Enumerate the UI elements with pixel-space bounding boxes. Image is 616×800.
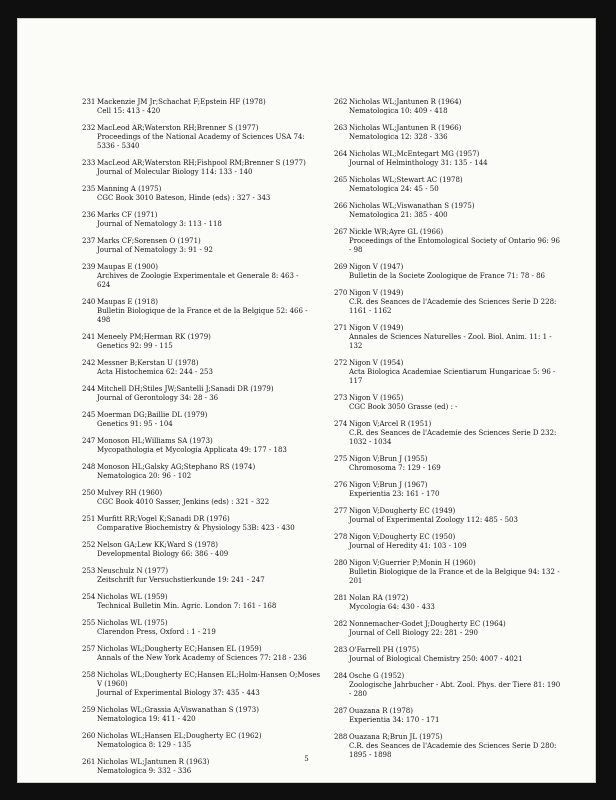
reference-line: Murfitt RR;Vogel K;Sanadi DR (1976): [97, 515, 230, 523]
reference-entry: [82, 567, 326, 585]
reference-number: 253: [82, 567, 96, 575]
reference-line: Manning A (1975): [97, 185, 162, 193]
reference-text: [349, 594, 578, 612]
reference-text: [349, 707, 578, 725]
reference-line: Nematologica 20: 96 - 102: [97, 472, 192, 480]
reference-text: [349, 394, 578, 412]
reference-number: 266: [334, 202, 348, 210]
reference-number: 248: [82, 463, 96, 471]
reference-line: Nicholas WL;Dougherty EC;Hansen EL;Holm-Hansen O;Moses: [97, 671, 321, 679]
reference-text: [349, 620, 578, 638]
reference-text: [97, 411, 326, 429]
reference-line: Nicholas WL;Dougherty EC;Hansen EL (1959): [97, 645, 262, 653]
reference-entry: [82, 98, 326, 116]
reference-number: 244: [82, 385, 96, 393]
reference-line: Bulletin de la Societe Zoologique de France 71: 78 - 86: [349, 272, 545, 280]
reference-entry: [334, 594, 578, 612]
reference-line: Maupas E (1900): [97, 263, 158, 271]
reference-number: 261: [82, 758, 96, 766]
reference-line: Experientia 23: 161 - 170: [349, 490, 440, 498]
reference-text: [349, 672, 578, 699]
reference-line: Nematologica 21: 385 - 400: [349, 211, 448, 219]
reference-text: [349, 263, 578, 281]
reference-number: 257: [82, 645, 96, 653]
reference-text: [349, 176, 578, 194]
reference-line: Proceedings of the Entomological Society of Ontario 96: 96: [349, 237, 560, 245]
reference-entry: [82, 411, 326, 429]
reference-line: MacLeod AR;Waterston RH;Brenner S (1977): [97, 124, 259, 132]
reference-line: 1032 - 1034: [349, 438, 392, 446]
reference-line: Nematologica 9: 332 - 336: [97, 767, 192, 775]
reference-line: Annales de Sciences Naturelles - Zool. Biol. Anim. 11: 1 -: [349, 333, 552, 341]
reference-line: Nigon V;Brun J (1967): [349, 481, 428, 489]
reference-number: 235: [82, 185, 96, 193]
reference-number: 250: [82, 489, 96, 497]
reference-entry: [82, 437, 326, 455]
reference-text: [97, 263, 326, 290]
reference-line: Nicholas WL;Stewart AC (1978): [349, 176, 463, 184]
reference-line: Mackenzie JM Jr;Schachat F;Epstein HF (1978): [97, 98, 266, 106]
reference-line: Nigon V;Guerrier P;Monin H (1960): [349, 559, 476, 567]
reference-line: Zoologische Jahrbucher - Abt. Zool. Phys. der Tiere 81: 190: [349, 681, 561, 689]
reference-number: 284: [334, 672, 348, 680]
reference-line: Marks CF (1971): [97, 211, 158, 219]
reference-text: [97, 359, 326, 377]
reference-line: 132: [349, 342, 363, 350]
reference-line: Nicholas WL;Jantunen R (1964): [349, 98, 462, 106]
reference-line: Nematologica 19: 411 - 420: [97, 715, 196, 723]
reference-line: Osche G (1952): [349, 672, 405, 680]
reference-line: Zeitschrift fur Versuchstierkunde 19: 241 - 247: [97, 576, 265, 584]
reference-number: 270: [334, 289, 348, 297]
reference-line: Nicholas WL;Hansen EL;Dougherty EC (1962): [97, 732, 262, 740]
reference-text: [97, 159, 326, 177]
reference-number: 242: [82, 359, 96, 367]
reference-line: 1161 - 1162: [349, 307, 392, 315]
reference-entry: [334, 559, 578, 586]
reference-line: 5336 - 5340: [97, 142, 140, 150]
reference-number: 237: [82, 237, 96, 245]
reference-line: Nicholas WL (1975): [97, 619, 168, 627]
reference-number: 255: [82, 619, 96, 627]
reference-line: 498: [97, 316, 111, 324]
page-number: 5: [304, 755, 309, 763]
reference-entry: [82, 515, 326, 533]
reference-line: Nicholas WL (1959): [97, 593, 168, 601]
reference-entry: [334, 507, 578, 525]
reference-line: Monoson HL;Williams SA (1973): [97, 437, 213, 445]
reference-number: 274: [334, 420, 348, 428]
reference-line: Journal of Experimental Zoology 112: 485 - 503: [349, 516, 518, 524]
reference-line: Nigon V (1954): [349, 359, 404, 367]
reference-entry: [82, 463, 326, 481]
reference-entry: [334, 646, 578, 664]
reference-line: MacLeod AR;Waterston RH;Fishpool RM;Brenner S (1977): [97, 159, 306, 167]
reference-line: Nigon V;Brun J (1955): [349, 455, 428, 463]
reference-entry: [82, 263, 326, 290]
reference-line: Genetics 91: 95 - 104: [97, 420, 173, 428]
reference-line: 117: [349, 377, 363, 385]
reference-line: Nematologica 10: 409 - 418: [349, 107, 448, 115]
reference-line: Annals of the New York Academy of Sciences 77: 218 - 236: [97, 654, 307, 662]
reference-line: Archives de Zoologie Experimentale et Generale 8: 463 -: [97, 272, 299, 280]
reference-line: Developmental Biology 66: 386 - 409: [97, 550, 229, 558]
reference-text: [349, 507, 578, 525]
reference-text: [349, 559, 578, 586]
reference-line: Nickle WR;Ayre GL (1966): [349, 228, 444, 236]
reference-text: [349, 481, 578, 499]
reference-line: Nigon V (1949): [349, 324, 404, 332]
reference-text: [349, 324, 578, 351]
reference-line: C.R. des Seances de l'Academie des Sciences Serie D 232:: [349, 429, 557, 437]
reference-line: Nicholas WL;McEntegart MG (1957): [349, 150, 480, 158]
reference-line: Genetics 92: 99 - 115: [97, 342, 173, 350]
reference-text: [349, 124, 578, 142]
reference-number: 231: [82, 98, 96, 106]
reference-text: [97, 732, 326, 750]
reference-number: 232: [82, 124, 96, 132]
reference-number: 281: [334, 594, 348, 602]
reference-line: Comparative Biochemistry & Physiology 53B: 423 - 430: [97, 524, 295, 532]
reference-number: 267: [334, 228, 348, 236]
reference-line: Nicholas WL;Viswanathan S (1975): [349, 202, 475, 210]
reference-number: 264: [334, 150, 348, 158]
reference-number: 262: [334, 98, 348, 106]
reference-line: Cell 15: 413 - 420: [97, 107, 161, 115]
reference-line: Journal of Helminthology 31: 135 - 144: [349, 159, 488, 167]
reference-entry: [334, 620, 578, 638]
reference-number: 265: [334, 176, 348, 184]
reference-line: Proceedings of the National Academy of Sciences USA 74:: [97, 133, 305, 141]
reference-line: Journal of Nematology 3: 113 - 118: [97, 220, 222, 228]
reference-line: Neuschulz N (1977): [97, 567, 169, 575]
reference-entry: [82, 159, 326, 177]
reference-text: [97, 298, 326, 325]
reference-number: 288: [334, 733, 348, 741]
reference-text: [97, 124, 326, 151]
reference-line: Nelson GA;Lew KK;Ward S (1978): [97, 541, 218, 549]
reference-line: Nigon V;Dougherty EC (1950): [349, 533, 456, 541]
reference-number: 271: [334, 324, 348, 332]
reference-line: Journal of Molecular Biology 114: 133 - 140: [97, 168, 253, 176]
reference-entry: [82, 489, 326, 507]
reference-number: 245: [82, 411, 96, 419]
reference-text: [97, 567, 326, 585]
reference-entry: [334, 176, 578, 194]
reference-line: Nematologica 12: 328 - 336: [349, 133, 448, 141]
reference-number: 272: [334, 359, 348, 367]
reference-line: C.R. des Seances de l'Academie des Sciences Serie D 228:: [349, 298, 557, 306]
reference-entry: [334, 324, 578, 351]
reference-line: Journal of Nematology 3: 91 - 92: [97, 246, 213, 254]
reference-number: 240: [82, 298, 96, 306]
reference-number: 287: [334, 707, 348, 715]
reference-line: CGC Book 4010 Sasser, Jenkins (eds) : 321 - 322: [97, 498, 270, 506]
reference-number: 258: [82, 671, 96, 679]
reference-line: Journal of Cell Biology 22: 281 - 290: [349, 629, 478, 637]
reference-number: 280: [334, 559, 348, 567]
reference-line: Journal of Experimental Biology 37: 435 - 443: [97, 689, 260, 697]
reference-number: 277: [334, 507, 348, 515]
reference-entry: [334, 202, 578, 220]
reference-number: 254: [82, 593, 96, 601]
reference-entry: [334, 289, 578, 316]
reference-line: Mitchell DH;Stiles JW;Santelli J;Sanadi DR (1979): [97, 385, 274, 393]
reference-number: 252: [82, 541, 96, 549]
reference-line: Nicholas WL;Jantunen R (1963): [97, 758, 210, 766]
reference-entry: [334, 455, 578, 473]
reference-entry: [82, 185, 326, 203]
reference-text: [97, 489, 326, 507]
reference-number: 269: [334, 263, 348, 271]
reference-text: [97, 98, 326, 116]
reference-line: 1895 - 1898: [349, 751, 392, 759]
reference-text: [97, 333, 326, 351]
reference-line: - 98: [349, 246, 363, 254]
reference-number: 276: [334, 481, 348, 489]
reference-line: Chromosoma 7: 129 - 169: [349, 464, 441, 472]
reference-line: 201: [349, 577, 363, 585]
reference-line: Nonnemacher-Godet J;Dougherty EC (1964): [349, 620, 506, 628]
reference-entry: [334, 481, 578, 499]
reference-entry: [82, 619, 326, 637]
reference-line: Nicholas WL;Grassia A;Viswanathan S (1973): [97, 706, 259, 714]
reference-text: [97, 211, 326, 229]
reference-line: Mycopathologia et Mycologia Applicata 49: 177 - 183: [97, 446, 287, 454]
reference-text: [97, 706, 326, 724]
reference-line: Mycologia 64: 430 - 433: [349, 603, 435, 611]
reference-entry: [82, 385, 326, 403]
reference-line: Monoson HL;Galsky AG;Stephano RS (1974): [97, 463, 256, 471]
reference-text: [97, 645, 326, 663]
reference-entry: [334, 707, 578, 725]
reference-text: [97, 185, 326, 203]
reference-line: Experientia 34: 170 - 171: [349, 716, 440, 724]
reference-line: CGC Book 3010 Bateson, Hinde (eds) : 327 - 343: [97, 194, 271, 202]
reference-entry: [82, 237, 326, 255]
reference-entry: [334, 263, 578, 281]
reference-text: [349, 533, 578, 551]
reference-number: 263: [334, 124, 348, 132]
reference-number: 275: [334, 455, 348, 463]
reference-number: 260: [82, 732, 96, 740]
reference-text: [349, 98, 578, 116]
reference-line: Nigon V (1949): [349, 289, 404, 297]
reference-line: Journal of Heredity 41: 103 - 109: [349, 542, 467, 550]
reference-line: Ouazana R;Brun JL (1975): [349, 733, 443, 741]
reference-entry: [334, 394, 578, 412]
reference-column-left: [82, 98, 326, 784]
reference-line: Nigon V;Dougherty EC (1949): [349, 507, 456, 515]
reference-entry: [82, 211, 326, 229]
reference-line: Acta Biologica Academiae Scientiarum Hungaricae 5: 96 -: [349, 368, 556, 376]
reference-number: 278: [334, 533, 348, 541]
reference-entry: [334, 228, 578, 255]
reference-entry: [82, 333, 326, 351]
reference-number: 233: [82, 159, 96, 167]
reference-number: 273: [334, 394, 348, 402]
document-page: [17, 18, 596, 783]
reference-number: 247: [82, 437, 96, 445]
reference-text: [97, 541, 326, 559]
reference-line: Maupas E (1918): [97, 298, 158, 306]
reference-line: CGC Book 3050 Grasse (ed) : -: [349, 403, 458, 411]
reference-line: Mulvey RH (1960): [97, 489, 163, 497]
reference-entry: [82, 124, 326, 151]
reference-entry: [82, 298, 326, 325]
reference-line: Messner B;Kerstan U (1978): [97, 359, 199, 367]
reference-text: [97, 671, 326, 698]
reference-text: [349, 420, 578, 447]
reference-number: 241: [82, 333, 96, 341]
reference-entry: [334, 124, 578, 142]
reference-line: Marks CF;Sorensen O (1971): [97, 237, 201, 245]
reference-text: [97, 619, 326, 637]
reference-entry: [82, 359, 326, 377]
reference-entry: [334, 420, 578, 447]
reference-line: Clarendon Press, Oxford : 1 - 219: [97, 628, 216, 636]
reference-text: [349, 646, 578, 664]
reference-text: [97, 385, 326, 403]
reference-text: [97, 515, 326, 533]
reference-column-right: [334, 98, 578, 768]
reference-line: Nigon V (1947): [349, 263, 404, 271]
reference-entry: [334, 533, 578, 551]
reference-entry: [334, 98, 578, 116]
reference-entry: [334, 359, 578, 386]
reference-line: Bulletin Biologique de la France et de la Belgique 94: 132 -: [349, 568, 560, 576]
reference-text: [349, 202, 578, 220]
reference-line: 624: [97, 281, 111, 289]
reference-line: Nematologica 24: 45 - 50: [349, 185, 439, 193]
reference-line: Nigon V;Arcel R (1951): [349, 420, 432, 428]
reference-number: 259: [82, 706, 96, 714]
reference-line: C.R. des Seances de l'Academie des Sciences Serie D 280:: [349, 742, 557, 750]
reference-entry: [82, 645, 326, 663]
reference-text: [349, 150, 578, 168]
reference-entry: [334, 150, 578, 168]
reference-line: Meneely PM;Herman RK (1979): [97, 333, 211, 341]
reference-text: [349, 289, 578, 316]
reference-text: [97, 437, 326, 455]
reference-text: [349, 359, 578, 386]
reference-line: O'Farrell PH (1975): [349, 646, 420, 654]
reference-entry: [82, 541, 326, 559]
reference-line: V (1960): [97, 680, 128, 688]
reference-line: Nicholas WL;Jantunen R (1966): [349, 124, 462, 132]
reference-text: [97, 463, 326, 481]
reference-line: - 280: [349, 690, 367, 698]
reference-entry: [82, 671, 326, 698]
reference-number: 282: [334, 620, 348, 628]
reference-text: [349, 455, 578, 473]
reference-text: [97, 593, 326, 611]
reference-number: 283: [334, 646, 348, 654]
reference-line: Nigon V (1965): [349, 394, 404, 402]
reference-entry: [82, 706, 326, 724]
reference-text: [349, 228, 578, 255]
reference-line: Technical Bulletin Min. Agric. London 7: 161 - 168: [97, 602, 277, 610]
reference-number: 236: [82, 211, 96, 219]
reference-entry: [334, 672, 578, 699]
reference-line: Nolan RA (1972): [349, 594, 409, 602]
reference-line: Ouazana R (1978): [349, 707, 413, 715]
reference-text: [97, 237, 326, 255]
reference-line: Bulletin Biologique de la France et de la Belgique 52: 466 -: [97, 307, 308, 315]
reference-line: Acta Histochemica 62: 244 - 253: [97, 368, 213, 376]
reference-line: Journal of Biological Chemistry 250: 4007 - 4021: [349, 655, 523, 663]
reference-number: 239: [82, 263, 96, 271]
reference-entry: [82, 732, 326, 750]
reference-line: Nematologica 8: 129 - 135: [97, 741, 192, 749]
reference-entry: [82, 593, 326, 611]
reference-line: Moerman DG;Baillie DL (1979): [97, 411, 208, 419]
reference-number: 251: [82, 515, 96, 523]
reference-line: Journal of Gerontology 34: 28 - 36: [97, 394, 219, 402]
